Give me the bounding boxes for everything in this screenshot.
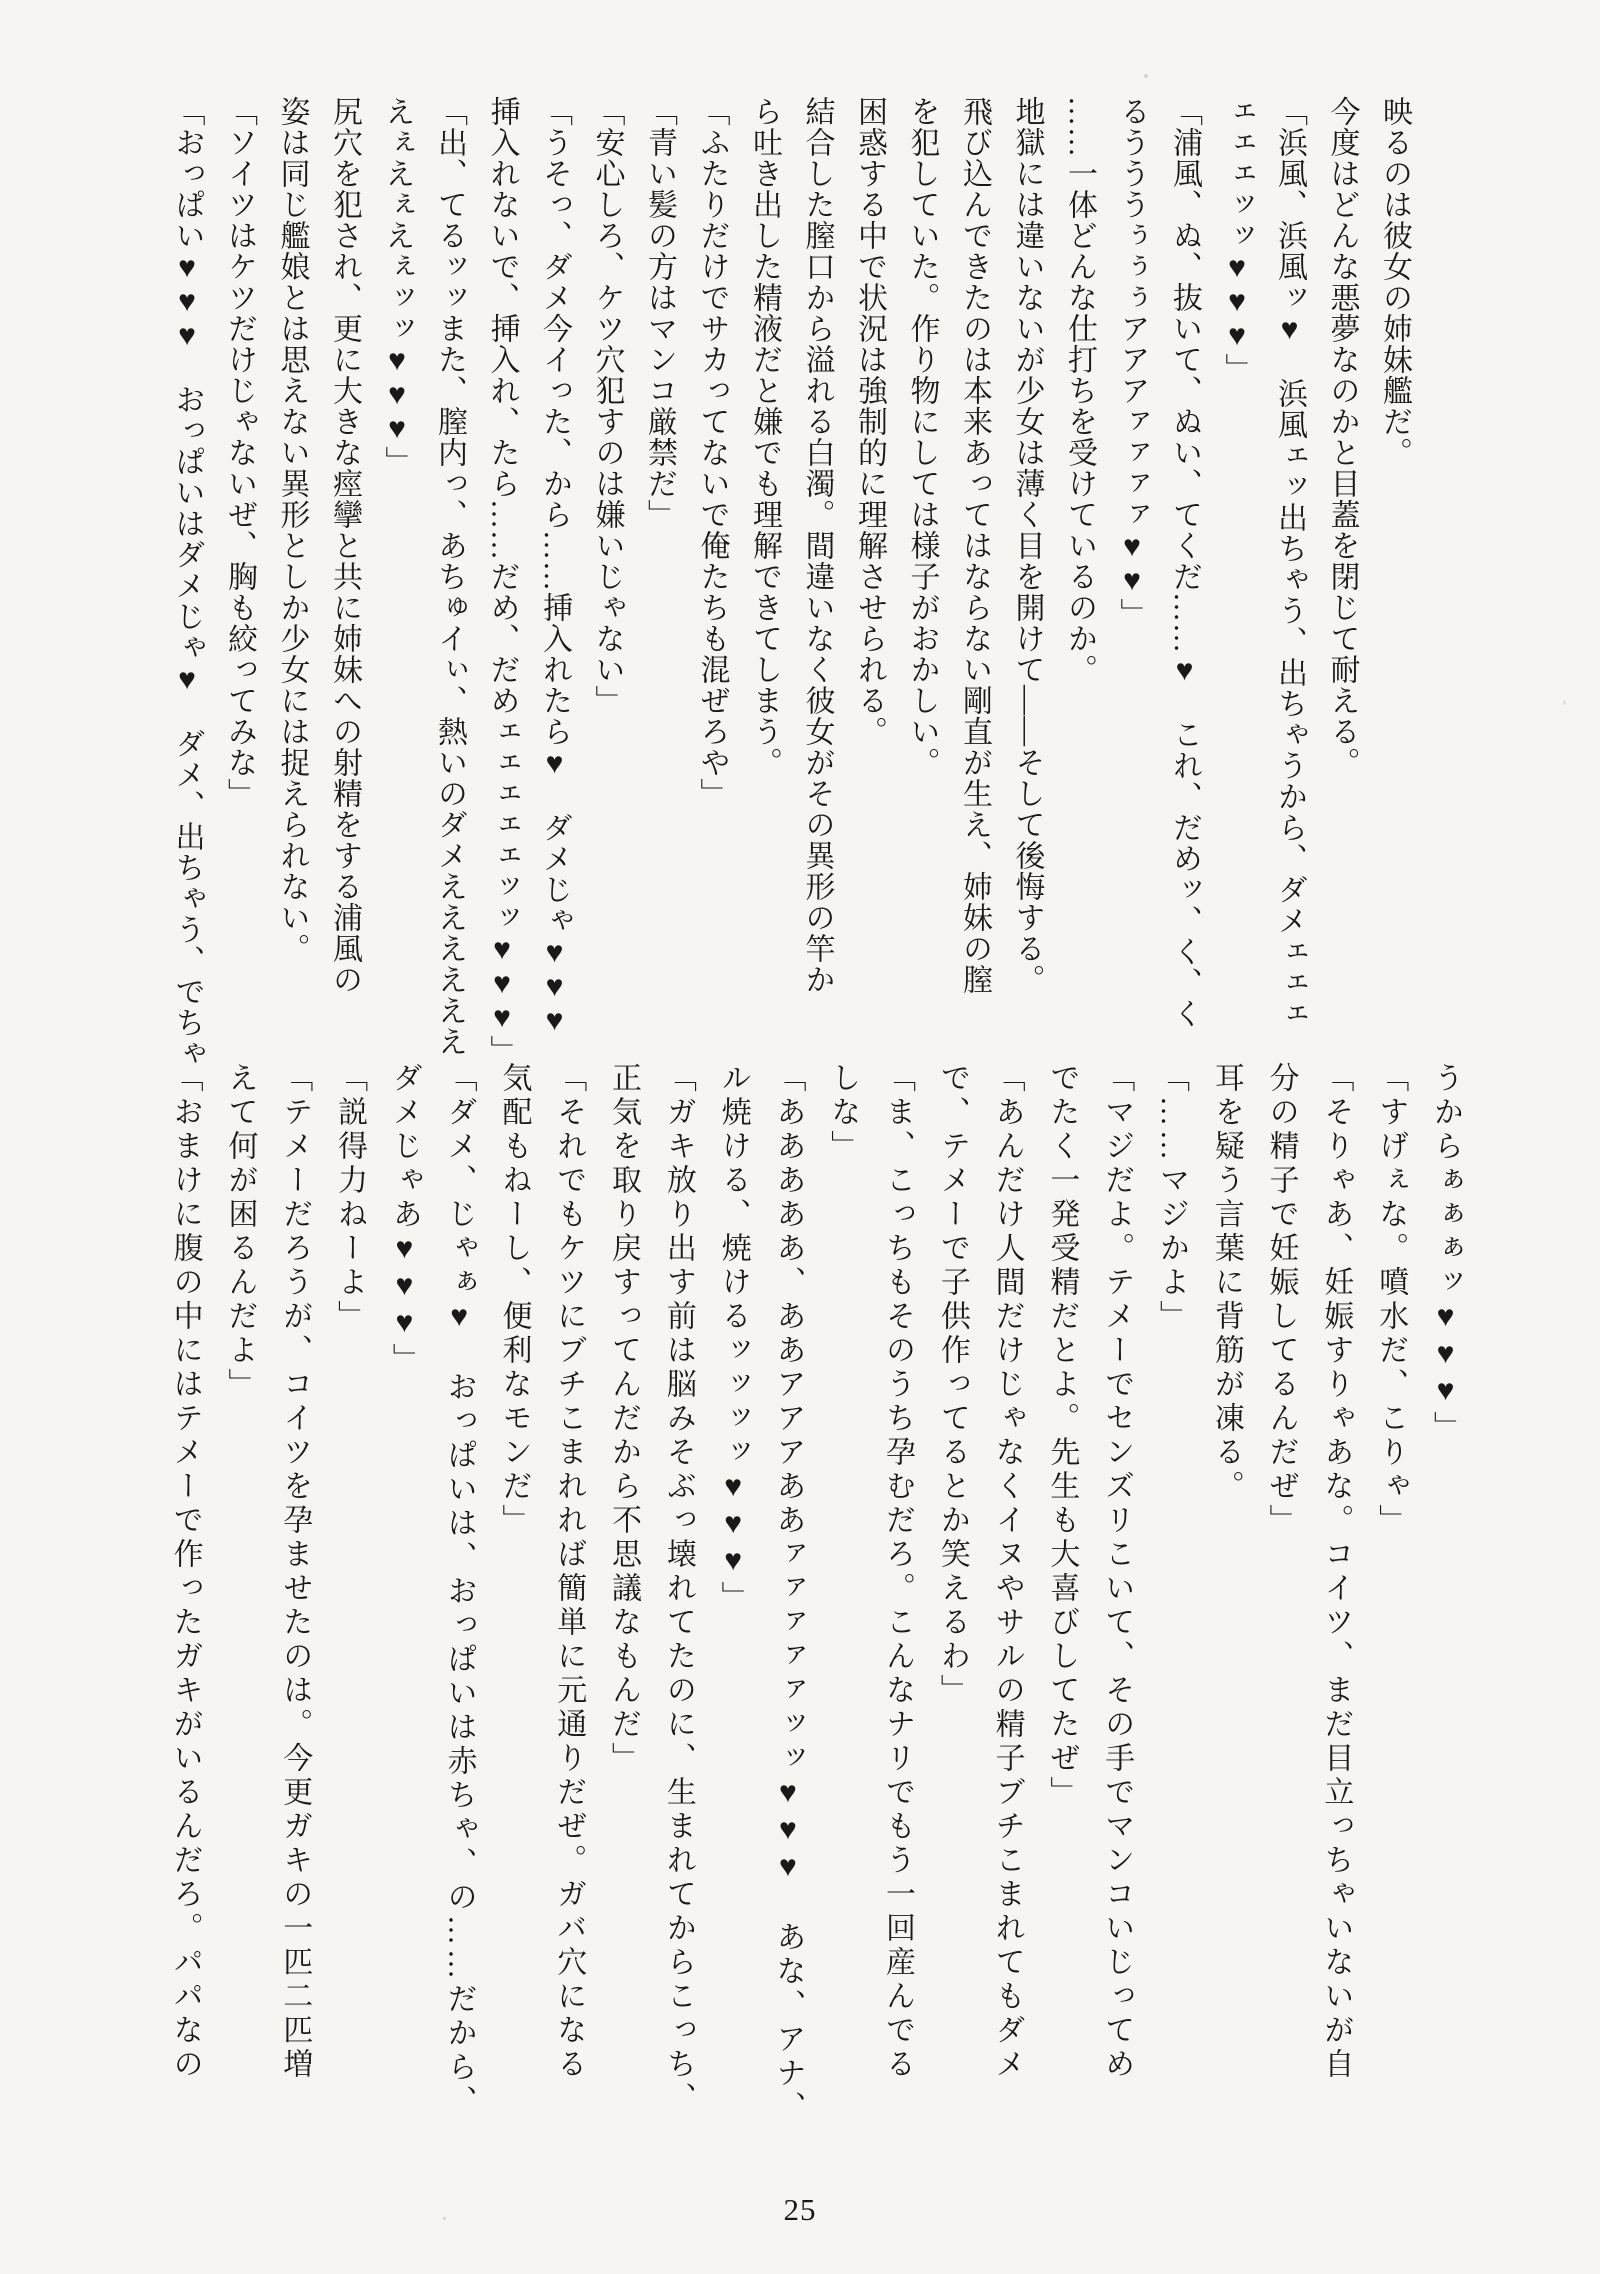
- text-column: 困惑する中で状況は強制的に理解させられる。: [853, 96, 886, 747]
- text-column: 「あんだけ人間だけじゃなくイヌやサルの精子ブチこまれてもダメ: [990, 1062, 1024, 2082]
- text-column: 「それでもケツにブチこまれれば簡単に元通りだぜ。ガバ穴になる: [552, 1062, 586, 2082]
- scan-speck: [1144, 74, 1148, 78]
- page-number: 25: [783, 2192, 817, 2227]
- top-text-block: [158, 96, 1420, 1091]
- text-column: でたく一発受精だとよ。先生も大喜びしてたぜ」: [1045, 1062, 1079, 1810]
- text-column: 「おまけに腹の中にはテメーで作ったガキがいるんだろ。パパなの: [168, 1062, 202, 2082]
- text-column: 「おっぱい♥♥♥ おっぱいはダメじゃ♥ ダメ、出ちゃう、でちゃ: [170, 96, 204, 1069]
- text-column: 「ま、こっちもそのうち孕むだろ。こんなナリでもう一回産んでる: [881, 1062, 915, 2082]
- text-column: 「あああああ、ああアアアああァァァァァッッ♥♥♥ あな、アナ、: [771, 1062, 805, 2125]
- text-column: 「青い髪の方はマンコ厳禁だ」: [643, 96, 676, 530]
- text-column: ル焼ける、焼けるッッッッ♥♥♥」: [716, 1062, 750, 1615]
- text-column: を犯していた。作り物にしては様子がおかしい。: [905, 96, 939, 778]
- text-column: 「ふたりだけでサカってないで俺たちも混ぜろや」: [695, 96, 729, 809]
- text-column: 分の精子で妊娠してるんだぜ」: [1264, 1062, 1298, 1538]
- text-column: しな」: [826, 1062, 860, 1164]
- text-column: うからぁぁぁッ♥♥♥」: [1429, 1062, 1462, 1445]
- text-column: 結合した膣口から溢れる白濁。間違いなく彼女がその異形の竿か: [800, 96, 834, 995]
- text-column: 姿は同じ艦娘とは思えない異形としか少女には捉えられない。: [275, 96, 309, 964]
- text-column: ……一体どんな仕打ちを受けているのか。: [1063, 96, 1096, 685]
- text-column: るうううぅぅぅアアアァァァァ♥♥」: [1115, 96, 1149, 629]
- text-column: 耳を疑う言葉に背筋が凍る。: [1209, 1062, 1243, 1504]
- bottom-text-block: [156, 1062, 1472, 2167]
- text-column: 地獄には違いないが少女は薄く目を開けて――そして後悔する。: [1010, 96, 1044, 995]
- text-column: ら吐き出した精液だと嫌でも理解できてしまう。: [748, 96, 781, 778]
- text-column: 飛び込んできたのは本来あってはならない剛直が生え、姉妹の膣: [958, 96, 991, 995]
- text-column: 「ガキ放り出す前は脳みそぶっ壊れてたのに、生まれてからこっち、: [661, 1062, 695, 2116]
- scan-speck: [1563, 700, 1566, 705]
- text-column: ダメじゃあ♥♥♥」: [387, 1062, 421, 1377]
- text-column: で、テメーで子供作ってるとか笑えるわ」: [935, 1062, 969, 1708]
- text-column: 「説得力ねーよ」: [333, 1062, 367, 1334]
- text-column: えて何が困るんだよ」: [223, 1062, 257, 1402]
- text-column: 「マジだよ。テメーでセンズリこいて、その手でマンコいじってめ: [1100, 1062, 1134, 2082]
- text-column: 「うそっ、ダメ今イった、から……挿入れたら♥ ダメじゃ♥♥♥: [538, 96, 571, 1038]
- text-column: 尻穴を犯され、更に大きな痙攣と共に姉妹への射精をする浦風の: [328, 96, 361, 995]
- text-column: 「……マジかよ」: [1155, 1062, 1189, 1334]
- scan-speck: [443, 2217, 446, 2220]
- text-column: 「テメーだろうが、コイツを孕ませたのは。今更ガキの一匹二匹増: [278, 1062, 312, 2082]
- text-column: 「浜風、浜風ッ♥ 浜風ェッ出ちゃう、出ちゃうから、ダメェェェ: [1273, 96, 1306, 1029]
- text-column: 「安心しろ、ケツ穴犯すのは嫌いじゃない」: [590, 96, 624, 716]
- text-column: ェェェッッ♥♥♥」: [1220, 96, 1254, 384]
- text-column: 今度はどんな悪夢なのかと目蓋を閉じて耐える。: [1325, 96, 1359, 778]
- text-column: 「ソイツはケツだけじゃないぜ、胸も絞ってみな」: [223, 96, 256, 809]
- text-column: 「ダメ、じゃぁ♥ おっぱいは、おっぱいは赤ちゃ、の……だから、: [442, 1062, 476, 2119]
- text-column: 正気を取り戻すってんだから不思議なもんだ」: [607, 1062, 641, 1776]
- text-column: 「そりゃあ、妊娠すりゃあな。コイツ、まだ目立っちゃいないが自: [1319, 1062, 1353, 2082]
- text-column: 挿入れないで、挿入れ、たら……だめ、だめェェェェェッッ♥♥♥」: [485, 96, 519, 1066]
- text-column: 気配もねーし、便利なモンだ」: [497, 1062, 531, 1538]
- text-column: 映るのは彼女の姉妹艦だ。: [1378, 96, 1411, 468]
- text-column: えぇえぇえぇッッ♥♥♥」: [380, 96, 414, 477]
- text-column: 「すげぇな。噴水だ、こりゃ」: [1374, 1062, 1408, 1538]
- text-column: 「出、てるッッまた、膣内っ、あちゅイぃ、熱いのダメええええええ: [433, 96, 466, 1057]
- text-column: 「浦風、ぬ、抜いて、ぬい、てくだ……♥ これ、だめッ、く、く: [1168, 96, 1201, 1029]
